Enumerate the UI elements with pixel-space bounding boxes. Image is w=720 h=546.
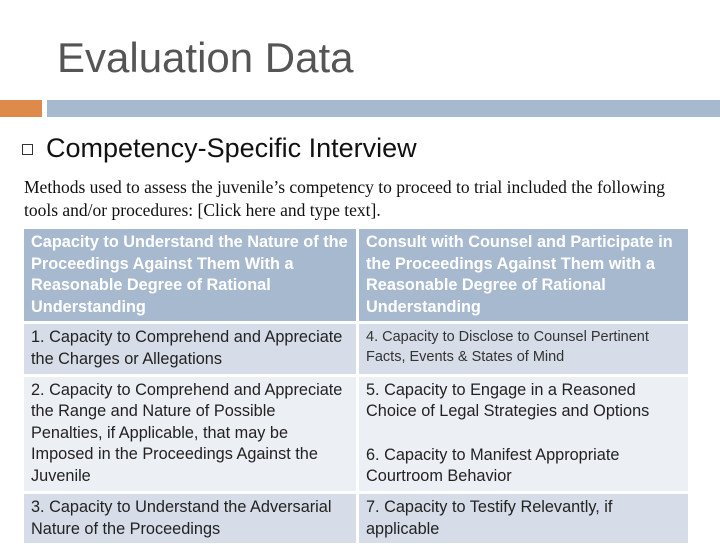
- table-cell-left: 3. Capacity to Understand the Adversarial Nature of the Proceedings: [24, 492, 358, 544]
- evaluation-table: [24, 229, 691, 546]
- cell-spacer: [366, 423, 681, 445]
- title-divider-bar: [47, 100, 720, 117]
- table-row: [24, 375, 690, 492]
- table-cell-right: 7. Capacity to Testify Relevantly, if applicable: [358, 492, 690, 544]
- title-accent-bar: [0, 100, 42, 117]
- table-cell-left: 2. Capacity to Comprehend and Appreciate the Range and Nature of Possible Penalties, if Applicable, that may be Imposed in the Proceedings Against the Juvenile: [24, 375, 358, 492]
- table-row: [24, 323, 690, 375]
- slide-title: Evaluation Data: [57, 34, 354, 81]
- header-consult-with-counsel: Consult with Counsel and Participate in the Proceedings Against Them with a Reasonable Degree of Rational Understanding: [358, 229, 690, 323]
- square-bullet-icon: [22, 144, 33, 155]
- table-cell-right: 4. Capacity to Disclose to Counsel Pertinent Facts, Events & States of Mind: [358, 323, 690, 375]
- header-nature-of-proceedings: Capacity to Understand the Nature of the Proceedings Against Them With a Reasonable Degree of Rational Understanding: [24, 229, 358, 323]
- table-cell-right: [358, 375, 690, 492]
- table-cell-left: 1. Capacity to Comprehend and Appreciate the Charges or Allegations: [24, 323, 358, 375]
- table-header-row: [24, 229, 690, 323]
- table-cell-right-item: 6. Capacity to Manifest Appropriate Courtroom Behavior: [366, 445, 620, 486]
- slide-subtitle: Competency-Specific Interview: [46, 133, 417, 163]
- table-row: [24, 492, 690, 544]
- methods-paragraph[interactable]: Methods used to assess the juvenile’s competency to proceed to trial included the following tools and/or procedures: [Click here and type text].: [24, 177, 666, 220]
- table-cell-right-item: 5. Capacity to Engage in a Reasoned Choice of Legal Strategies and Options: [366, 380, 650, 421]
